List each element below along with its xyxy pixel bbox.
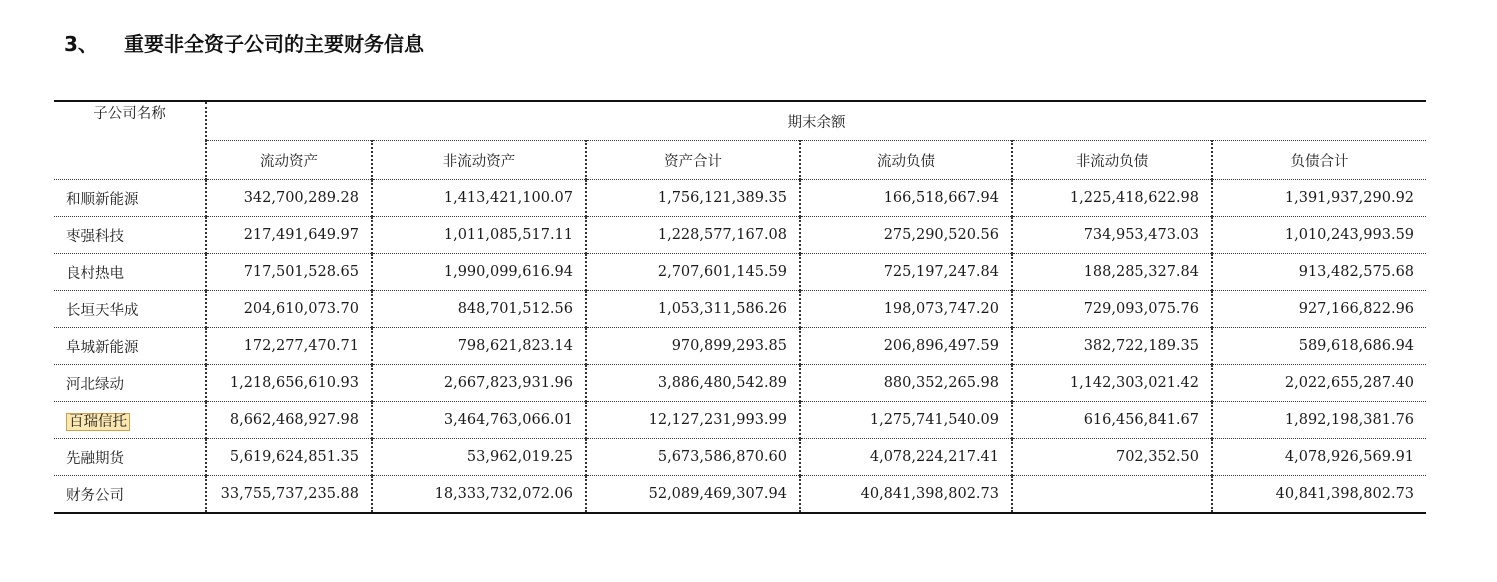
- value-cell: 172,277,470.71: [206, 328, 372, 365]
- section-number: 3、: [64, 32, 98, 56]
- subsidiary-name-header: 子公司名称: [54, 101, 206, 180]
- value-cell: 1,391,937,290.92: [1212, 180, 1426, 217]
- value-cell: 927,166,822.96: [1212, 291, 1426, 328]
- value-cell: 3,464,763,066.01: [372, 402, 586, 439]
- value-cell: 970,899,293.85: [586, 328, 800, 365]
- subsidiary-name: 长垣天华成: [66, 302, 139, 319]
- value-cell: 342,700,289.28: [206, 180, 372, 217]
- value-cell: 217,491,649.97: [206, 217, 372, 254]
- subsidiary-name-cell: [54, 476, 206, 514]
- column-header: 资产合计: [586, 141, 800, 180]
- table-row: [54, 402, 1426, 439]
- value-cell: 5,673,586,870.60: [586, 439, 800, 476]
- subsidiary-name: 枣强科技: [66, 228, 124, 245]
- value-cell: 2,667,823,931.96: [372, 365, 586, 402]
- column-header-row: [54, 141, 1426, 180]
- value-cell: 275,290,520.56: [800, 217, 1012, 254]
- value-cell: 1,010,243,993.59: [1212, 217, 1426, 254]
- table-row: [54, 254, 1426, 291]
- value-cell: 1,225,418,622.98: [1012, 180, 1212, 217]
- value-cell: 913,482,575.68: [1212, 254, 1426, 291]
- value-cell: 12,127,231,993.99: [586, 402, 800, 439]
- table-body: [54, 180, 1426, 514]
- subsidiary-name-cell: [54, 254, 206, 291]
- value-cell: 1,218,656,610.93: [206, 365, 372, 402]
- section-heading: [64, 28, 424, 57]
- value-cell: 729,093,075.76: [1012, 291, 1212, 328]
- section-title: 重要非全资子公司的主要财务信息: [124, 32, 424, 56]
- value-cell: 206,896,497.59: [800, 328, 1012, 365]
- value-cell: 204,610,073.70: [206, 291, 372, 328]
- value-cell: 188,285,327.84: [1012, 254, 1212, 291]
- subsidiary-name-cell: [54, 291, 206, 328]
- value-cell: 53,962,019.25: [372, 439, 586, 476]
- value-cell: 1,228,577,167.08: [586, 217, 800, 254]
- subsidiary-name: 河北绿动: [66, 376, 124, 393]
- value-cell: 198,073,747.20: [800, 291, 1012, 328]
- value-cell: 33,755,737,235.88: [206, 476, 372, 514]
- table-row: [54, 439, 1426, 476]
- value-cell: 4,078,224,217.41: [800, 439, 1012, 476]
- subsidiary-name-cell: [54, 328, 206, 365]
- value-cell: 1,413,421,100.07: [372, 180, 586, 217]
- value-cell: 1,011,085,517.11: [372, 217, 586, 254]
- value-cell: 880,352,265.98: [800, 365, 1012, 402]
- value-cell: 52,089,469,307.94: [586, 476, 800, 514]
- value-cell: 5,619,624,851.35: [206, 439, 372, 476]
- value-cell: 717,501,528.65: [206, 254, 372, 291]
- subsidiary-name-cell: [54, 439, 206, 476]
- subsidiary-name: 百瑞信托: [66, 413, 130, 431]
- subsidiary-name: 阜城新能源: [66, 339, 139, 356]
- value-cell: 3,886,480,542.89: [586, 365, 800, 402]
- table-row: [54, 291, 1426, 328]
- table-row: [54, 328, 1426, 365]
- column-header: 流动负债: [800, 141, 1012, 180]
- value-cell: 166,518,667.94: [800, 180, 1012, 217]
- value-cell: 8,662,468,927.98: [206, 402, 372, 439]
- table-row: [54, 217, 1426, 254]
- value-cell: 848,701,512.56: [372, 291, 586, 328]
- value-cell: 1,275,741,540.09: [800, 402, 1012, 439]
- value-cell: 734,953,473.03: [1012, 217, 1212, 254]
- financial-info-table: [54, 100, 1426, 514]
- value-cell: 4,078,926,569.91: [1212, 439, 1426, 476]
- subsidiary-name: 先融期货: [66, 450, 124, 467]
- value-cell: 1,892,198,381.76: [1212, 402, 1426, 439]
- subsidiary-name: 良村热电: [66, 265, 124, 282]
- column-header: 负债合计: [1212, 141, 1426, 180]
- subsidiary-name-cell: [54, 402, 206, 439]
- value-cell: 18,333,732,072.06: [372, 476, 586, 514]
- value-cell: 40,841,398,802.73: [1212, 476, 1426, 514]
- value-cell: 589,618,686.94: [1212, 328, 1426, 365]
- value-cell: 2,022,655,287.40: [1212, 365, 1426, 402]
- subsidiary-name: 和顺新能源: [66, 191, 139, 208]
- column-header: 非流动资产: [372, 141, 586, 180]
- value-cell: 1,142,303,021.42: [1012, 365, 1212, 402]
- value-cell: 1,756,121,389.35: [586, 180, 800, 217]
- value-cell: 616,456,841.67: [1012, 402, 1212, 439]
- subsidiary-name: 财务公司: [66, 487, 124, 504]
- value-cell: [1012, 476, 1212, 514]
- value-cell: 725,197,247.84: [800, 254, 1012, 291]
- value-cell: 2,707,601,145.59: [586, 254, 800, 291]
- value-cell: 702,352.50: [1012, 439, 1212, 476]
- subsidiary-name-cell: [54, 365, 206, 402]
- column-header: 非流动负债: [1012, 141, 1212, 180]
- value-cell: 798,621,823.14: [372, 328, 586, 365]
- value-cell: 40,841,398,802.73: [800, 476, 1012, 514]
- table-row: [54, 365, 1426, 402]
- value-cell: 1,053,311,586.26: [586, 291, 800, 328]
- column-header: 流动资产: [206, 141, 372, 180]
- subsidiary-name-cell: [54, 180, 206, 217]
- value-cell: 382,722,189.35: [1012, 328, 1212, 365]
- period-end-balance-header: 期末余额: [206, 101, 1426, 141]
- subsidiary-name-cell: [54, 217, 206, 254]
- value-cell: 1,990,099,616.94: [372, 254, 586, 291]
- table-row: [54, 180, 1426, 217]
- table-row: [54, 476, 1426, 514]
